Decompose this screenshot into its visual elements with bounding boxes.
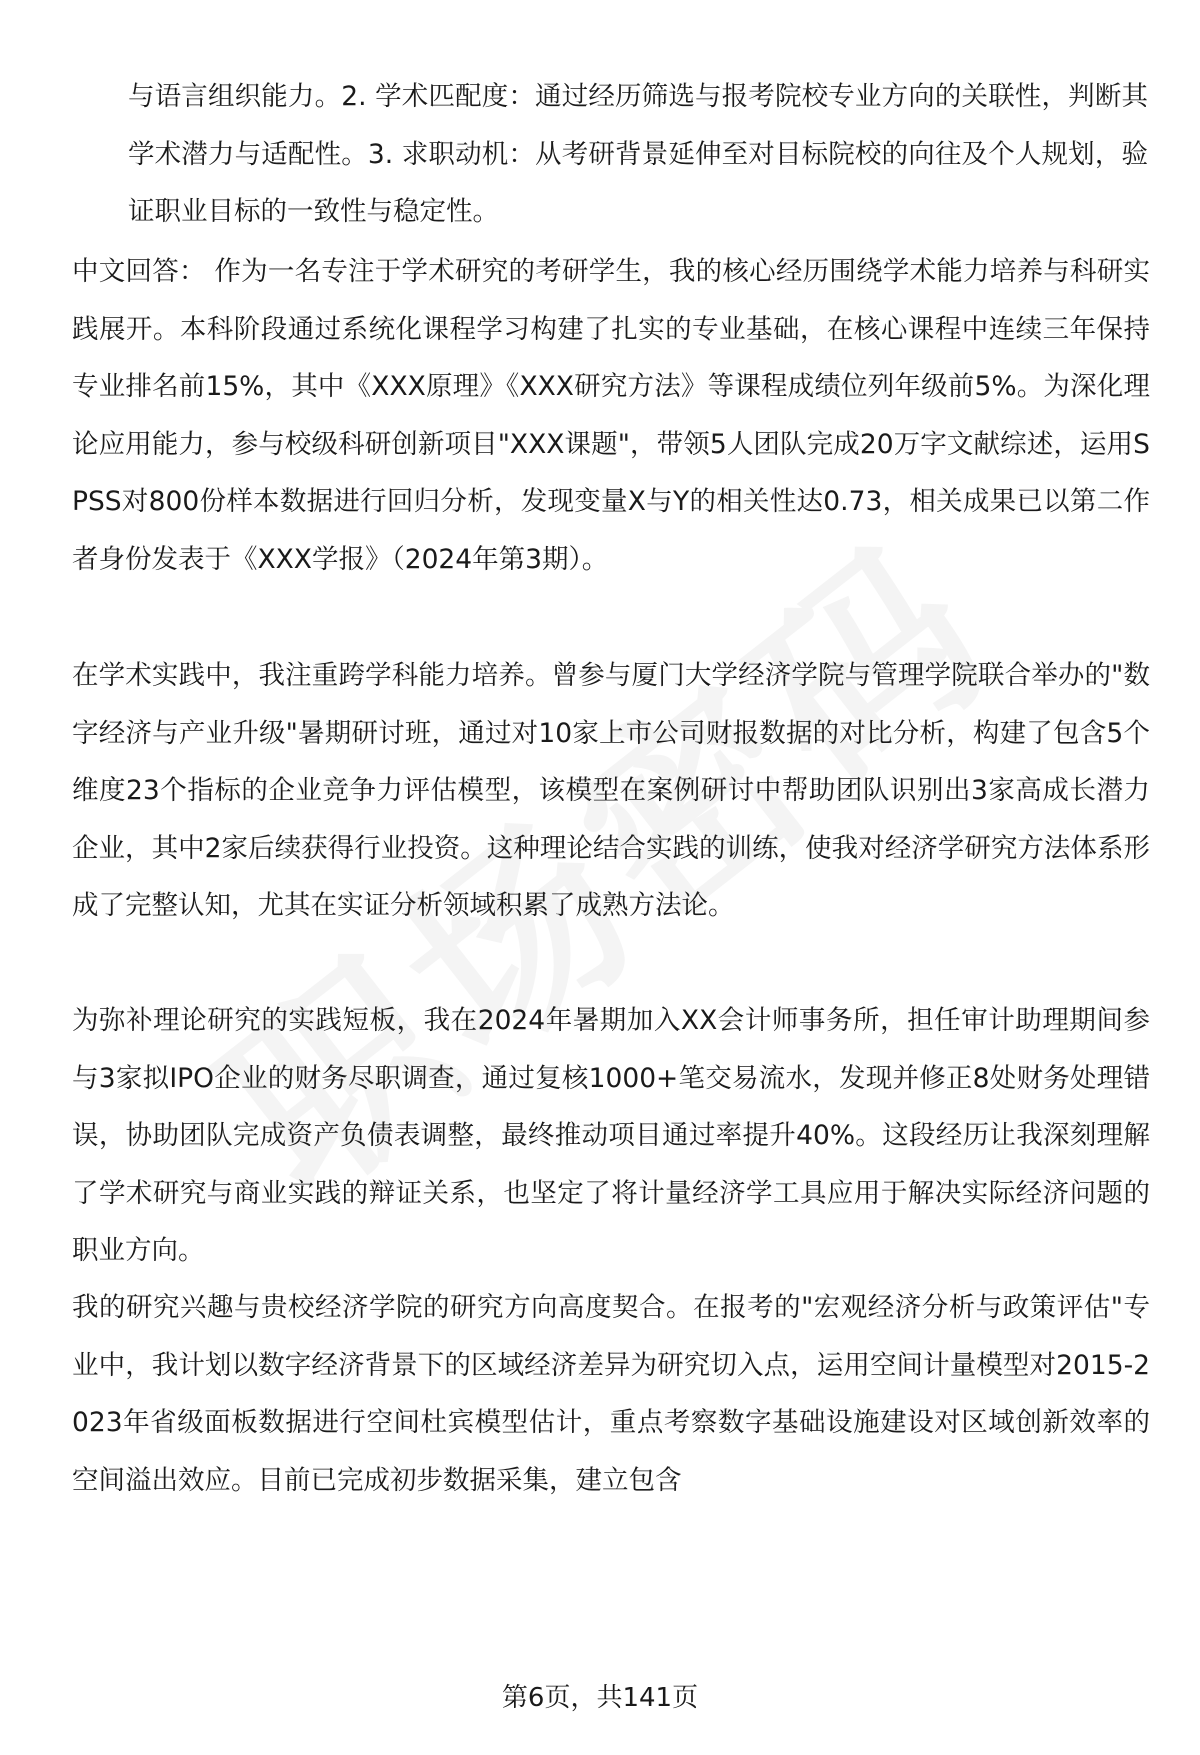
answer-paragraph-4: 我的研究兴趣与贵校经济学院的研究方向高度契合。在报考的"宏观经济分析与政策评估"专业中，我计划以数字经济背景下的区域经济差异为研究切入点，运用空间计量模型对2015-2023年省级面板数据进行空间杜宾模型估计，重点考察数字基础设施建设对区域创新效率的空间溢出效应。目前已完成初步数据采集，建立包含 bbox=[72, 1292, 1150, 1496]
page-number-footer: 第6页，共141页 bbox=[501, 1683, 699, 1713]
answer-paragraph-3: 为弥补理论研究的实践短板，我在2024年暑期加入XX会计师事务所，担任审计助理期间参与3家拟IPO企业的财务尽职调查，通过复核1000+笔交易流水，发现并修正8处财务处理错误，协助团队完成资产负债表调整，最终推动项目通过率提升40%。这段经历让我深刻理解了学术研究与商业实践的辩证关系，也坚定了将计量经济学工具应用于解决实际经济问题的职业方向。 bbox=[72, 1005, 1150, 1266]
answer-paragraph-1: 中文回答： 作为一名专注于学术研究的考研学生，我的核心经历围绕学术能力培养与科研实践展开。本科阶段通过系统化课程学习构建了扎实的专业基础，在核心课程中连续三年保持专业排名前15%，其中《XXX原理》《XXX研究方法》等课程成绩位列年级前5%。为深化理论应用能力，参与校级科研创新项目"XXX课题"，带领5人团队完成20万字文献综述，运用SPSS对800份样本数据进行回归分析，发现变量X与Y的相关性达0.73，相关成果已以第二作者身份发表于《XXX学报》（2024年第3期）。 bbox=[72, 256, 1150, 575]
answer-paragraph-2: 在学术实践中，我注重跨学科能力培养。曾参与厦门大学经济学院与管理学院联合举办的"数字经济与产业升级"暑期研讨班，通过对10家上市公司财报数据的对比分析，构建了包含5个维度23个指标的企业竞争力评估模型，该模型在案例研讨中帮助团队识别出3家高成长潜力企业，其中2家后续获得行业投资。这种理论结合实践的训练，使我对经济学研究方法体系形成了完整认知，尤其在实证分析领域积累了成熟方法论。 bbox=[72, 660, 1150, 921]
intro-paragraph: 与语言组织能力。2. 学术匹配度：通过经历筛选与报考院校专业方向的关联性，判断其学术潜力与适配性。3. 求职动机：从考研背景延伸至对目标院校的向往及个人规划，验证职业目标的一致性与稳定性。 bbox=[128, 81, 1148, 227]
